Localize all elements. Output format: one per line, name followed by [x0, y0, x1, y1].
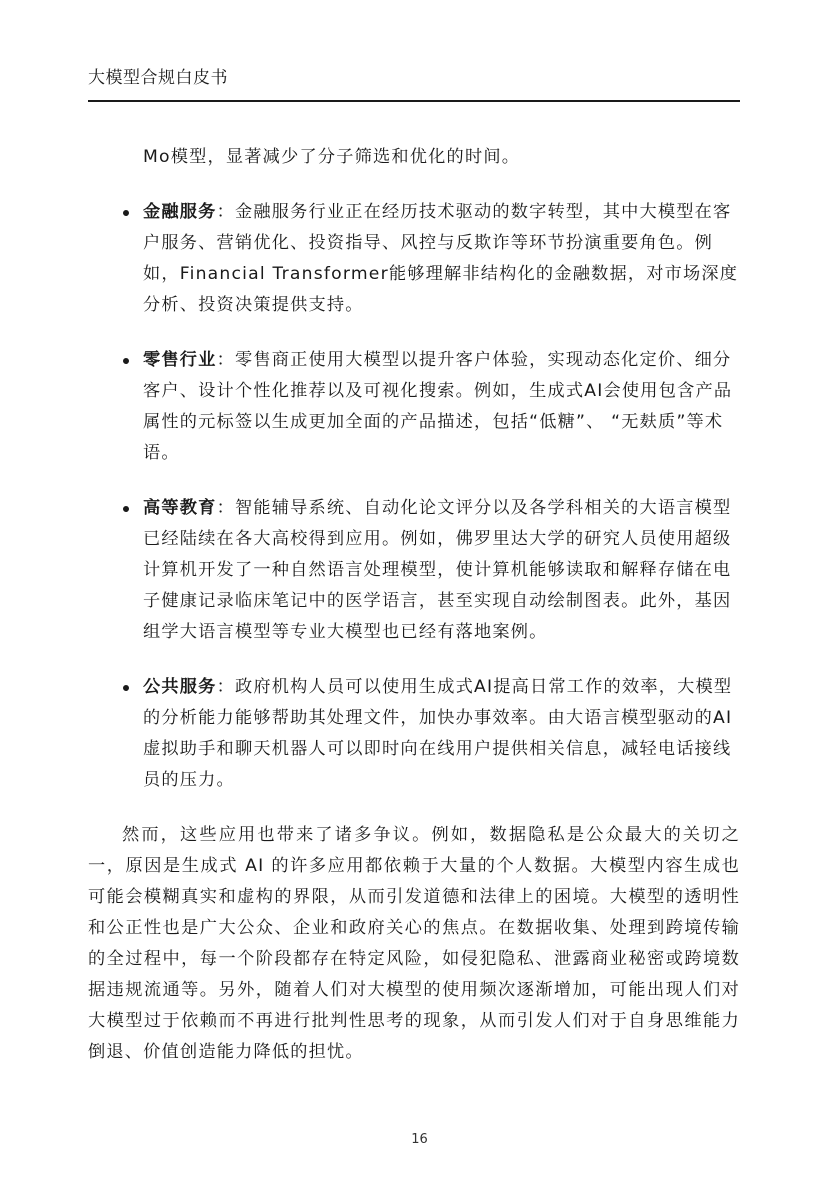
- bullet-text: 智能辅导系统、自动化论文评分以及各学科相关的大语言模型已经陆续在各大高校得到应用。例如，佛罗里达大学的研究人员使用超级计算机开发了一种自然语言处理模型，使计算机能够读取和解释存储在电子健康记录临床笔记中的医学语言，甚至实现自动绘制图表。此外，基因组学大语言模型等专业大模型也已经有落地案例。: [143, 498, 732, 642]
- bullet-term: 金融服务: [143, 202, 217, 222]
- bullet-term: 公共服务: [143, 677, 217, 697]
- bullet-icon: [123, 210, 129, 216]
- bullet-icon: [123, 685, 129, 691]
- bullet-text: 金融服务行业正在经历技术驱动的数字转型，其中大模型在客户服务、营销优化、投资指导、风控与反欺诈等环节扮演重要角色。例如，Financial Transformer能够理解非结构化的金融数据，对市场深度分析、投资决策提供支持。: [143, 202, 739, 315]
- bullet-item-public-service: [88, 672, 740, 796]
- continuation-text: Mo模型，显著减少了分子筛选和优化的时间。: [143, 147, 521, 167]
- page-header: [88, 66, 740, 90]
- header-title: 大模型合规白皮书: [88, 68, 228, 88]
- bullet-term: 零售行业: [143, 350, 217, 370]
- bullet-separator: ：: [216, 677, 235, 697]
- header-divider: [88, 100, 740, 102]
- bullet-icon: [123, 506, 129, 512]
- bullet-item-finance: [88, 197, 740, 321]
- bullet-icon: [123, 358, 129, 364]
- bullet-separator: ：: [216, 350, 235, 370]
- bullet-text: 政府机构人员可以使用生成式AI提高日常工作的效率，大模型的分析能力能够帮助其处理文件，加快办事效率。由大语言模型驱动的AI虚拟助手和聊天机器人可以即时向在线用户提供相关信息，减轻电话接线员的压力。: [143, 677, 733, 790]
- page-body: [88, 142, 740, 1068]
- bullet-item-retail: [88, 345, 740, 469]
- page-number: 16: [411, 1132, 428, 1147]
- bullet-separator: ：: [216, 202, 235, 222]
- bullet-text: 零售商正使用大模型以提升客户体验，实现动态化定价、细分客户、设计个性化推荐以及可视化搜索。例如，生成式AI会使用包含产品属性的元标签以生成更加全面的产品描述，包括“低糖”、 “无麸质”等术语。: [143, 350, 733, 463]
- bullet-term: 高等教育: [143, 498, 217, 518]
- bullet-separator: ：: [216, 498, 235, 518]
- closing-paragraph: 然而，这些应用也带来了诸多争议。例如，数据隐私是公众最大的关切之一，原因是生成式 AI 的许多应用都依赖于大量的个人数据。大模型内容生成也可能会模糊真实和虚构的界限，从而引发道德和法律上的困境。大模型的透明性和公正性也是广大公众、企业和政府关心的焦点。在数据收集、处理到跨境传输的全过程中，每一个阶段都存在特定风险，如侵犯隐私、泄露商业秘密或跨境数据违规流通等。另外，随着人们对大模型的使用频次逐渐增加，可能出现人们对大模型过于依赖而不再进行批判性思考的现象，从而引发人们对于自身思维能力倒退、价值创造能力降低的担忧。: [88, 825, 740, 1062]
- bullet-item-higher-education: [88, 493, 740, 648]
